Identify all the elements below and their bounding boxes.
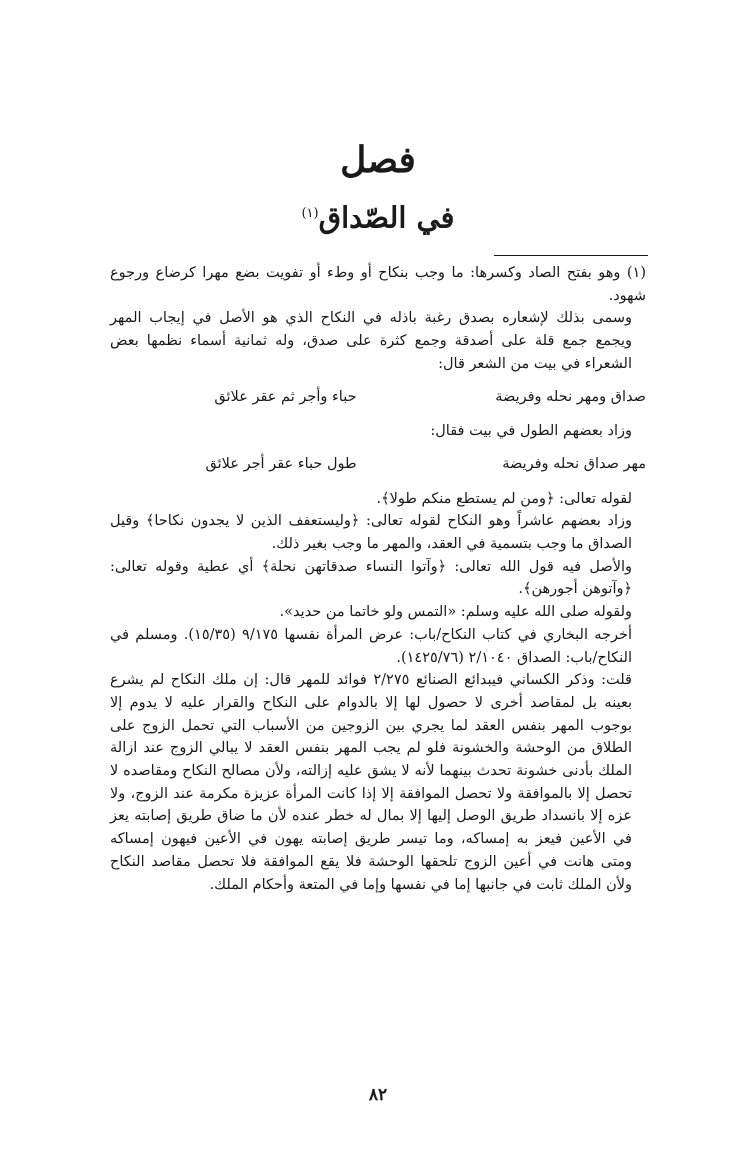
verse-hemistich-first: مهر صداق نحله وفريضة (502, 455, 646, 472)
footnote-paragraph: وسمى بذلك لإشعاره بصدق رغبة باذله في النكاح الذي هو الأصل في إيجاب المهر ويجمع جمع قلة على أصدقة وجمع كثرة على صدق، وله ثمانية أسماء نظمها بعض الشعراء في بيت من الشعر قال: (110, 310, 632, 372)
footnote-paragraph: قلت: وذكر الكساني فيبدائع الصنائع ٢/٢٧٥ فوائد للمهر قال: إن ملك النكاح لم يشرع بعينه بل لمقاصد أخرى لا حصول لها إلا بالدوام على النكاح والقرار عليه لا يدوم إلا بوجوب المهر بنفس العقد لما يجري بين الزوجين من الأسباب التي تحمل الزوج على الطلاق من الوحشة والخشونة فلو لم يجب المهر بنفس العقد لا يبالي الزوج عند ازالة الملك بأدنى خشونة تحدث بينهما لأنه لا يشق عليه إزالته، ولأن مصالح النكاح ومقاصده لا تحصل إلا بالموافقة ولا تحصل الموافقة إلا إذا كانت المرأة عزيزة مكرمة عند الزوج، ولا عزه إلا بانسداد طريق الوصل إليها إلا بمال له خطر عنده لأن ما ضاق طريق إصابته يعز في الأعين فيعز به إمساكه، وما تيسر طريق إصابته يهون في الأعين فيهون إمساكه ومتى هانت في أعين الزوج تلحقها الوحشة فلا يقع الموافقة فلا تحصل مقاصد النكاح ولأن الملك ثابت في جانبها إما في نفسها وإما في المتعة وأحكام الملك. (110, 672, 632, 893)
chapter-title: فصل (340, 139, 416, 181)
footnote-paragraph: والأصل فيه قول الله تعالى: ﴿وآتوا النساء صدقاتهن نحلة﴾ أي عطية وقوله تعالى: ﴿وآتوهن أجورهن﴾. (110, 558, 632, 598)
poetry-verse (110, 453, 646, 476)
verse-hemistich-second: حباء وأجر ثم عقر علائق (214, 388, 357, 405)
page-number: ٨٢ (368, 1085, 388, 1105)
poetry-verse (110, 386, 646, 409)
footnote-paragraph: لقوله تعالى: ﴿ومن لم يستطع منكم طولا﴾. (376, 490, 632, 507)
footnote-marker: (١) (301, 206, 319, 221)
footnote-paragraph: أخرجه البخاري في كتاب النكاح/باب: عرض المرأة نفسها ٩/١٧٥ (١٥/٣٥). ومسلم في النكاح/باب: الصداق ٢/١٠٤٠ (١٤٢٥/٧٦). (110, 626, 632, 666)
verse-hemistich-second: طول حباء عقر أجر علائق (205, 455, 357, 472)
footnote-paragraph: (١) وهو بفتح الصاد وكسرها: ما وجب بنكاح أو وطء أو تفويت بضع مهرا كرضاع ورجوع شهود. (110, 265, 646, 304)
footnotes (110, 262, 646, 896)
footnote-paragraph: وزاد بعضهم الطول في بيت فقال: (430, 423, 632, 440)
section-title-text: في الصّداق (318, 200, 455, 235)
verse-hemistich-first: صداق ومهر نحله وفريضة (495, 388, 646, 405)
footnote-separator (494, 255, 648, 256)
section-title (0, 196, 756, 236)
footnote-paragraph: ولقوله صلى الله عليه وسلم: «التمس ولو خاتما من حديد». (279, 604, 632, 621)
footnote-paragraph: وزاد بعضهم عاشراً وهو النكاح لقوله تعالى: ﴿وليستعفف الذين لا يجدون نكاحا﴾ وقيل الصداق ما وجب بتسمية في العقد، والمهر ما وجب بغير ذلك. (110, 513, 632, 553)
